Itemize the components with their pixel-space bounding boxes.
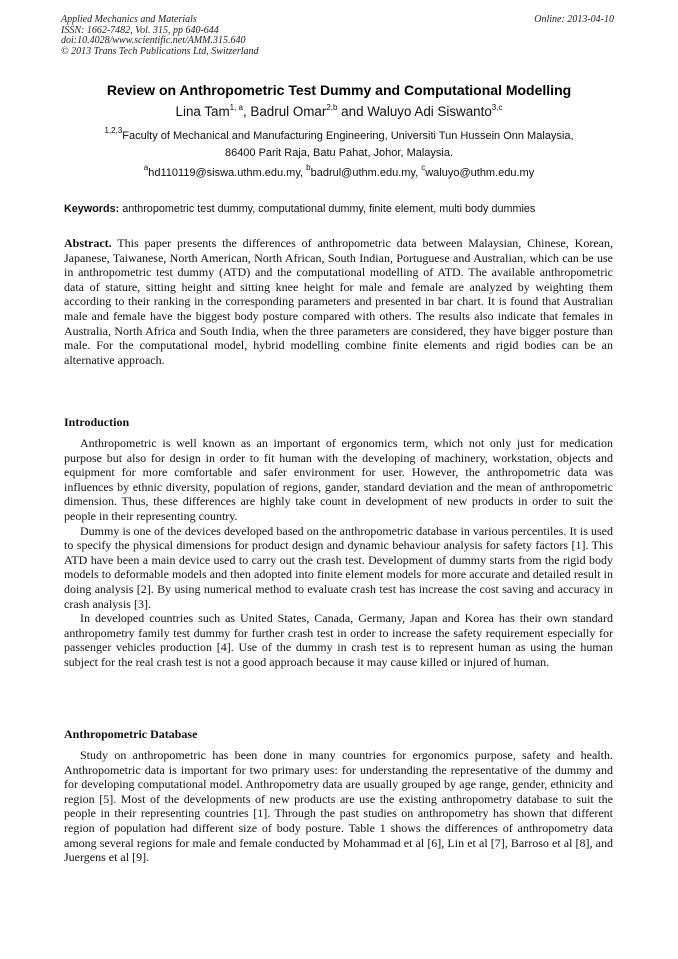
author-list: Lina Tam$^{1, a}$, Badrul Omar$^{2,b}$ and Waluyo Adi Siswanto$^{3,c}$ <box>175 103 503 119</box>
email-link[interactable]: badrul@uthm.edu.my <box>310 167 416 179</box>
author-name: Waluyo Adi Siswanto <box>367 104 492 119</box>
author-name: Lina Tam <box>175 104 230 119</box>
email-link[interactable]: waluyo@uthm.edu.my <box>425 167 535 179</box>
keywords-label: Keywords: <box>64 203 120 215</box>
journal-header <box>61 15 259 57</box>
affiliation-line-2: 86400 Parit Raja, Batu Pahat, Johor, Malaysia. <box>224 146 454 159</box>
keywords <box>64 201 624 217</box>
author-sup: 2,b <box>326 103 338 112</box>
affiliation <box>40 128 638 161</box>
section-heading: Anthropometric Database <box>64 727 198 741</box>
section-introduction <box>64 436 613 670</box>
author-emails: $^a$hd110119@siswa.uthm.edu.my, $^b$badrul@uthm.edu.my, $^c$waluyo@uthm.edu.my <box>143 163 535 179</box>
abstract-text: This paper presents the differences of anthropometric data between Malaysian, Chinese, Korean, Japanese, Taiwanese, North American, North African, South Indian, Portuguese and Australian, which can be use in anthropometric test dummy (ATD) and the computational modelling of ATD. The available anthropometric data of stature, sitting height and sitting knee height for male and female are analyzed by weighting them according to their ranking in the corresponding parameters and presented in bar chart. It is found that Australian male and female have the biggest body posture compared with others. The results also indicate that females in Australia, North Africa and South India, when the three parameters are considered, they have bigger posture than male. For the computational model, hybrid modelling combine finite elements and rigid bodies can be an alternative approach. <box>64 236 613 367</box>
author-sup: 3,c <box>491 103 503 112</box>
section-heading: Introduction <box>64 415 130 429</box>
journal-copyright: © 2013 Trans Tech Publications Ltd, Switzerland <box>61 45 259 57</box>
paragraph: In developed countries such as United States, Canada, Germany, Japan and Korea has their own standard anthropometry family test dummy for further crash test in order to increase the safety requirement especially for passenger vehicles production [4]. Use of the dummy in crash test is to represent human as using the human subject for the real crash test is not a good approach because it may cause killed or injured of human. <box>64 611 613 669</box>
paragraph: Study on anthropometric has been done in many countries for ergonomics purpose, safety and health. Anthropometric data is important for two primary uses: for understanding the representative of the dummy and for developing computational model. Anthropometry data are usually grouped by age range, gender, ethnicity and region [5]. Most of the developments of new products are use the existing anthropometry database to suit the people in their representing countries [1]. Through the past studies on anthropometry has shown that different region of population had different size of body posture. Table 1 shows the differences of anthropometry data among several regions for male and female conducted by Mohammad et al [6], Lin et al [7], Barroso et al [8], and Juergens et al [9]. <box>64 748 613 865</box>
online-date: Online: 2013-04-10 <box>534 14 614 25</box>
affiliation-line-1: Faculty of Mechanical and Manufacturing Engineering, Universiti Tun Hussein Onn Malaysia, <box>122 130 574 142</box>
journal-issn: ISSN: 1662-7482, Vol. 315, pp 640-644 <box>61 24 219 36</box>
email-link[interactable]: hd110119@siswa.uthm.edu.my <box>148 167 301 179</box>
author-name: Badrul Omar <box>250 104 327 119</box>
journal-name: Applied Mechanics and Materials <box>61 14 197 25</box>
keywords-text: anthropometric test dummy, computational dummy, finite element, multi body dummies <box>122 203 536 215</box>
paragraph: Dummy is one of the devices developed based on the anthropometric database in various percentiles. It is used to specify the physical dimensions for product design and dynamic behaviour analysis for safety factors [1]. This ATD have been a main device used to carry out the crash test. Development of dummy starts from the rigid body models to deformable models and then adopted into finite element models for more accurate and detailed result in doing analysis [2]. By using numerical method to evaluate crash test has increase the cost saving and accuracy in crash analysis [3]. <box>64 523 613 611</box>
abstract <box>64 236 613 367</box>
abstract-label: Abstract. <box>64 236 112 250</box>
author-sup: 1, a <box>229 103 243 112</box>
section-anthropometric-database <box>64 748 613 865</box>
affiliation-sup: 1,2,3 <box>104 126 123 135</box>
journal-doi[interactable]: doi:10.4028/www.scientific.net/AMM.315.640 <box>61 35 246 47</box>
paragraph: Anthropometric is well known as an important of ergonomics term, which not only just for medication purpose but also for design in order to fit human with the developing of machinery, workstation, objects and equipment for more comfortable and safer environment for user. However, the anthropometric data was influences by ethnic diversity, population of regions, gander, standard deviation and the mean of anthropometric dimension. Thus, these differences are highly take count in development of new products in order to suit the people in their representing country. <box>64 436 613 523</box>
paper-title: Review on Anthropometric Test Dummy and Computational Modelling <box>106 82 572 98</box>
